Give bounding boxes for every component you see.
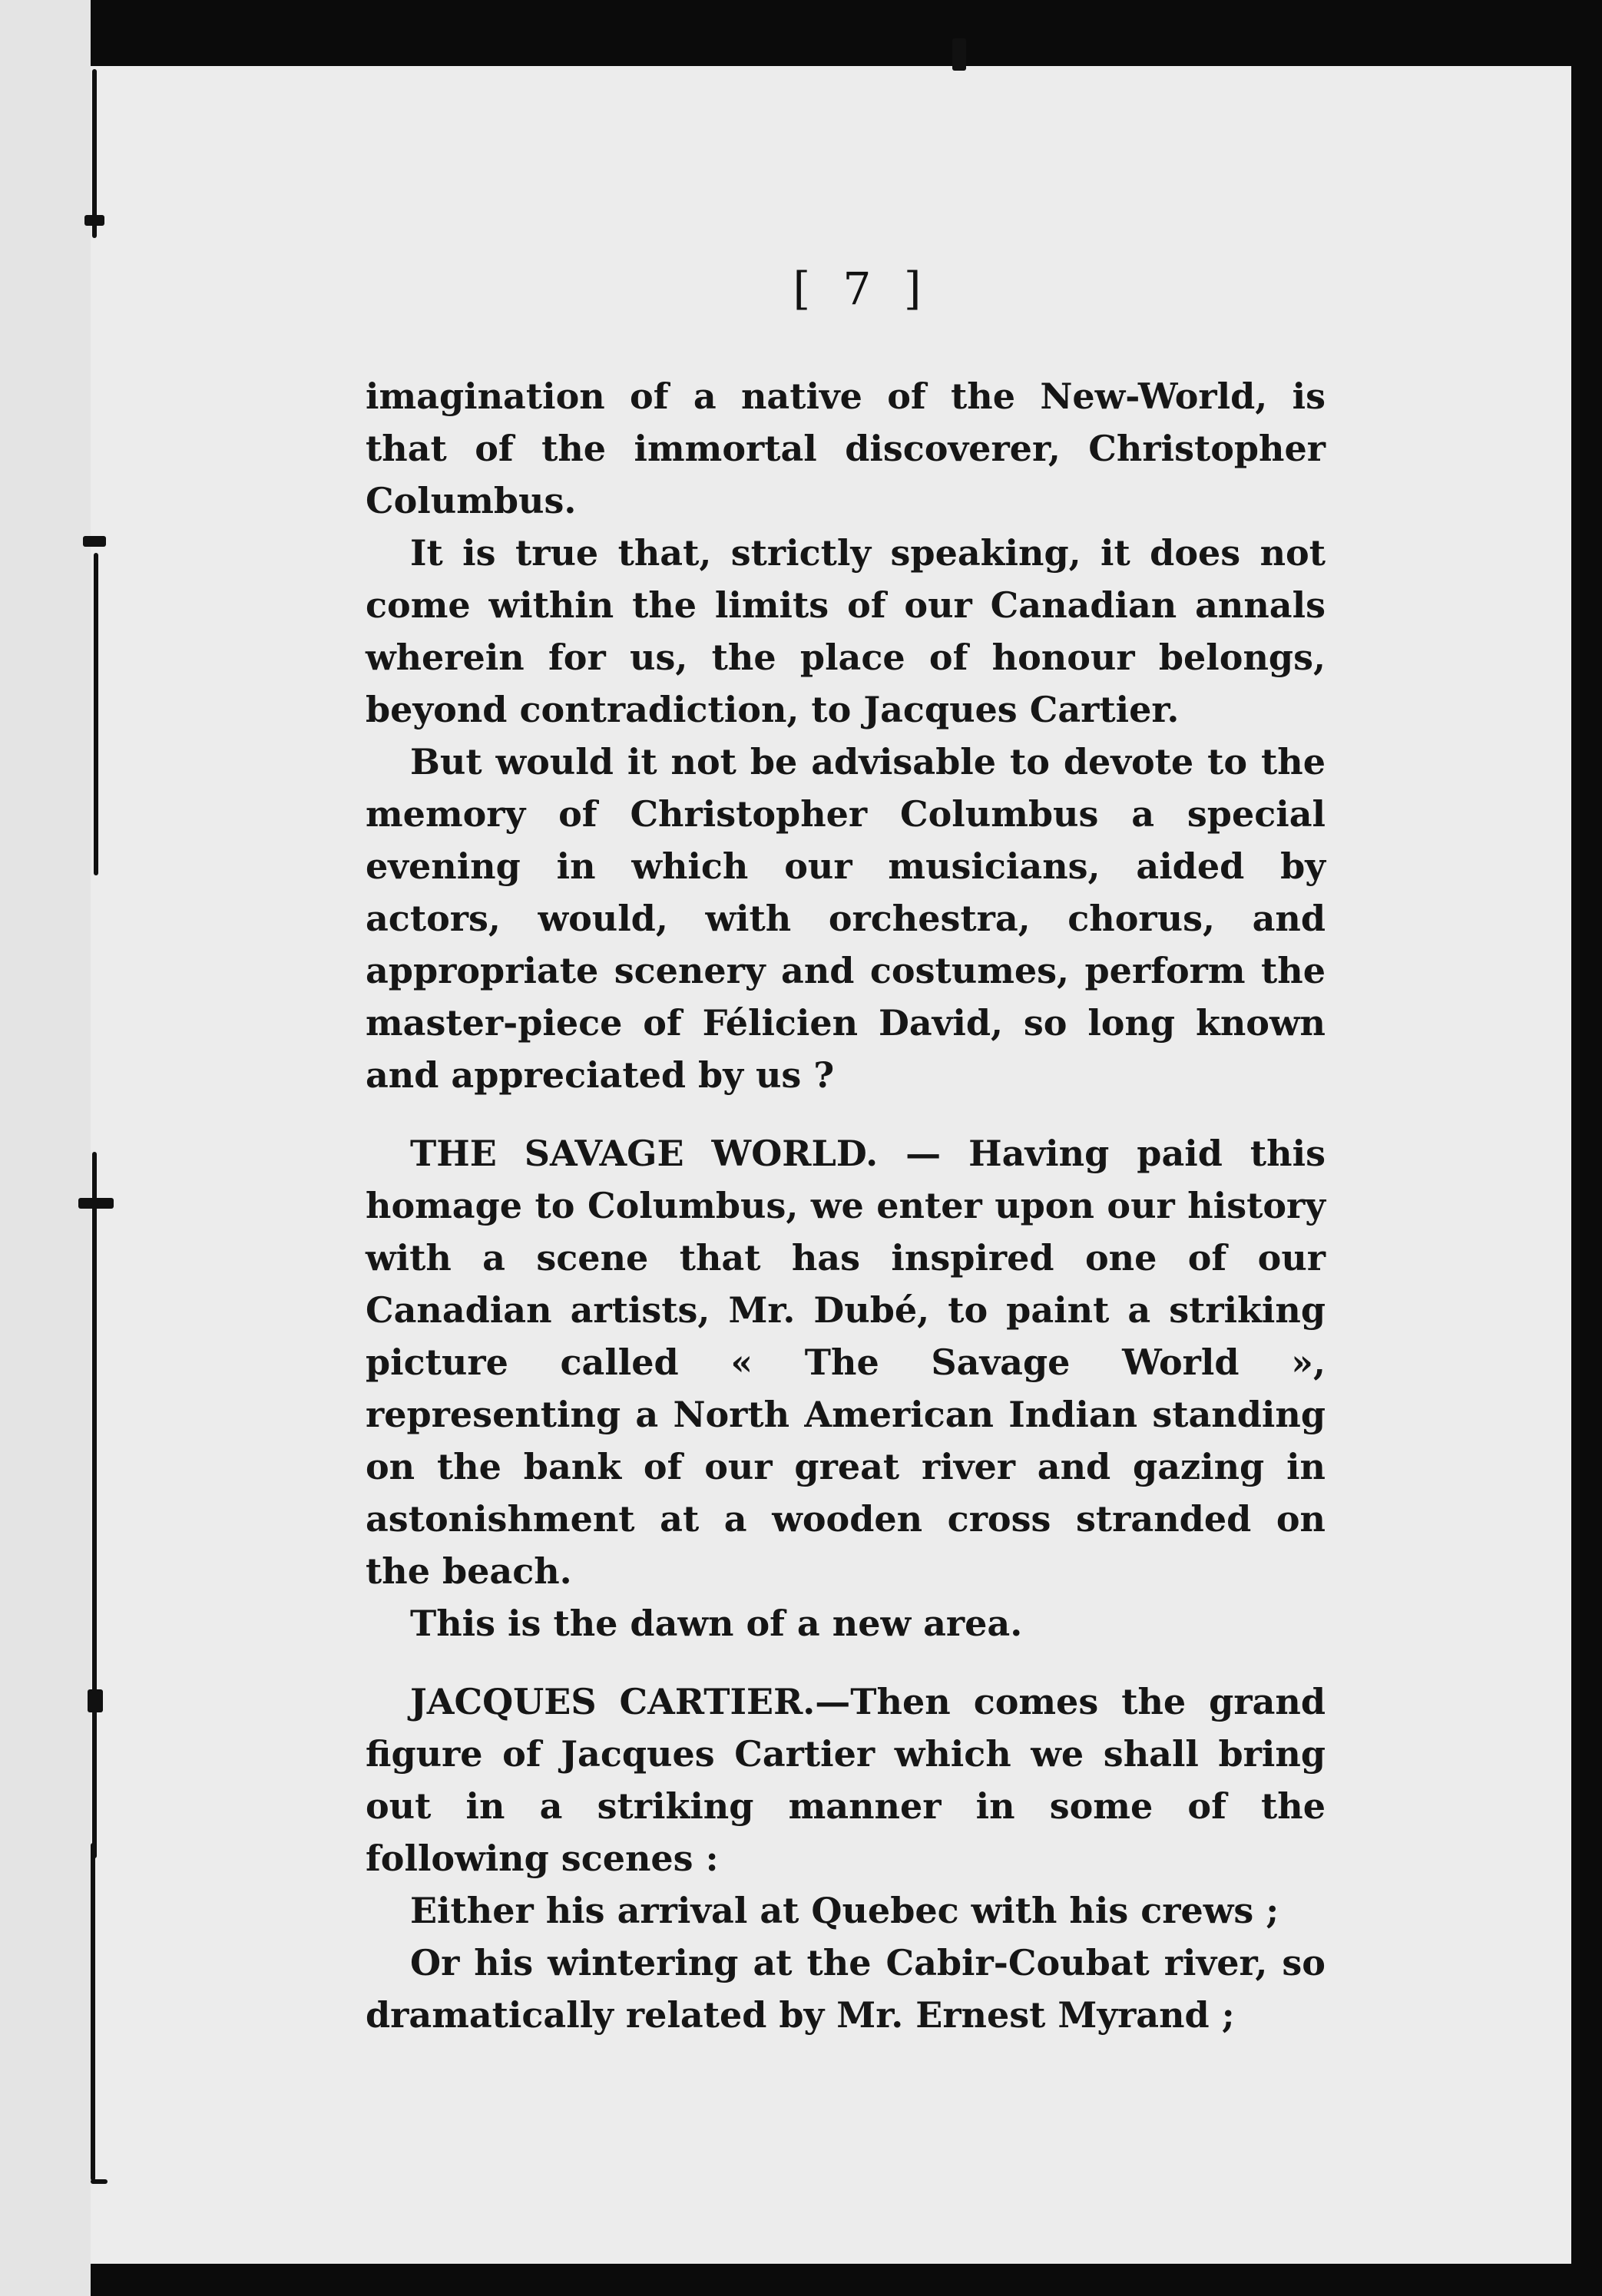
binding-mark	[92, 1152, 97, 1858]
body-text	[366, 370, 1326, 2041]
binding-mark	[78, 1198, 114, 1209]
page-number: [ 7 ]	[793, 263, 931, 315]
binding-mark	[84, 215, 104, 226]
binding-mark	[83, 536, 106, 547]
paragraph: imagination of a native of the New-World, is that of the immortal discoverer, Christopher Columbus.	[366, 375, 1326, 521]
section-paragraph-savage-world: THE SAVAGE WORLD. — Having paid this homage to Columbus, we enter upon our history with a scene that has inspired one of our Canadian artists, Mr. Dubé, to paint a striking picture called « The Savage World », representing a North American Indian standing on the bank of our great river and gazing in astonishment at a wooden cross stranded on the beach.	[366, 1133, 1326, 1592]
paragraph: Or his wintering at the Cabir-Coubat river, so dramatically related by Mr. Ernest Myrand ;	[366, 1942, 1326, 2036]
section-paragraph-jacques-cartier: JACQUES CARTIER.—Then comes the grand figure of Jacques Cartier which we shall bring out in a striking manner in some of the following scenes :	[366, 1681, 1326, 1879]
paragraph: It is true that, strictly speaking, it does not come within the limits of our Canadian annals wherein for us, the place of honour belongs, beyond contradiction, to Jacques Cartier.	[366, 532, 1326, 730]
binding-mark	[94, 553, 98, 875]
paragraph: Either his arrival at Quebec with his crews ;	[410, 1890, 1279, 1931]
binding-mark	[91, 1843, 95, 2181]
paragraph: But would it not be advisable to devote to the memory of Christopher Columbus a special evening in which our musicians, aided by actors, would, with orchestra, chorus, and appropriate scenery and costumes, perform the master-piece of Félicien David, so long known and appreciated by us ?	[366, 741, 1326, 1096]
binding-mark	[92, 69, 97, 238]
scan-left-margin	[0, 0, 91, 2296]
binding-mark	[91, 2179, 108, 2184]
paragraph: This is the dawn of a new area.	[410, 1603, 1023, 1644]
scan-top-border	[0, 0, 1602, 66]
binding-mark	[88, 1689, 103, 1712]
binding-mark	[952, 38, 966, 71]
